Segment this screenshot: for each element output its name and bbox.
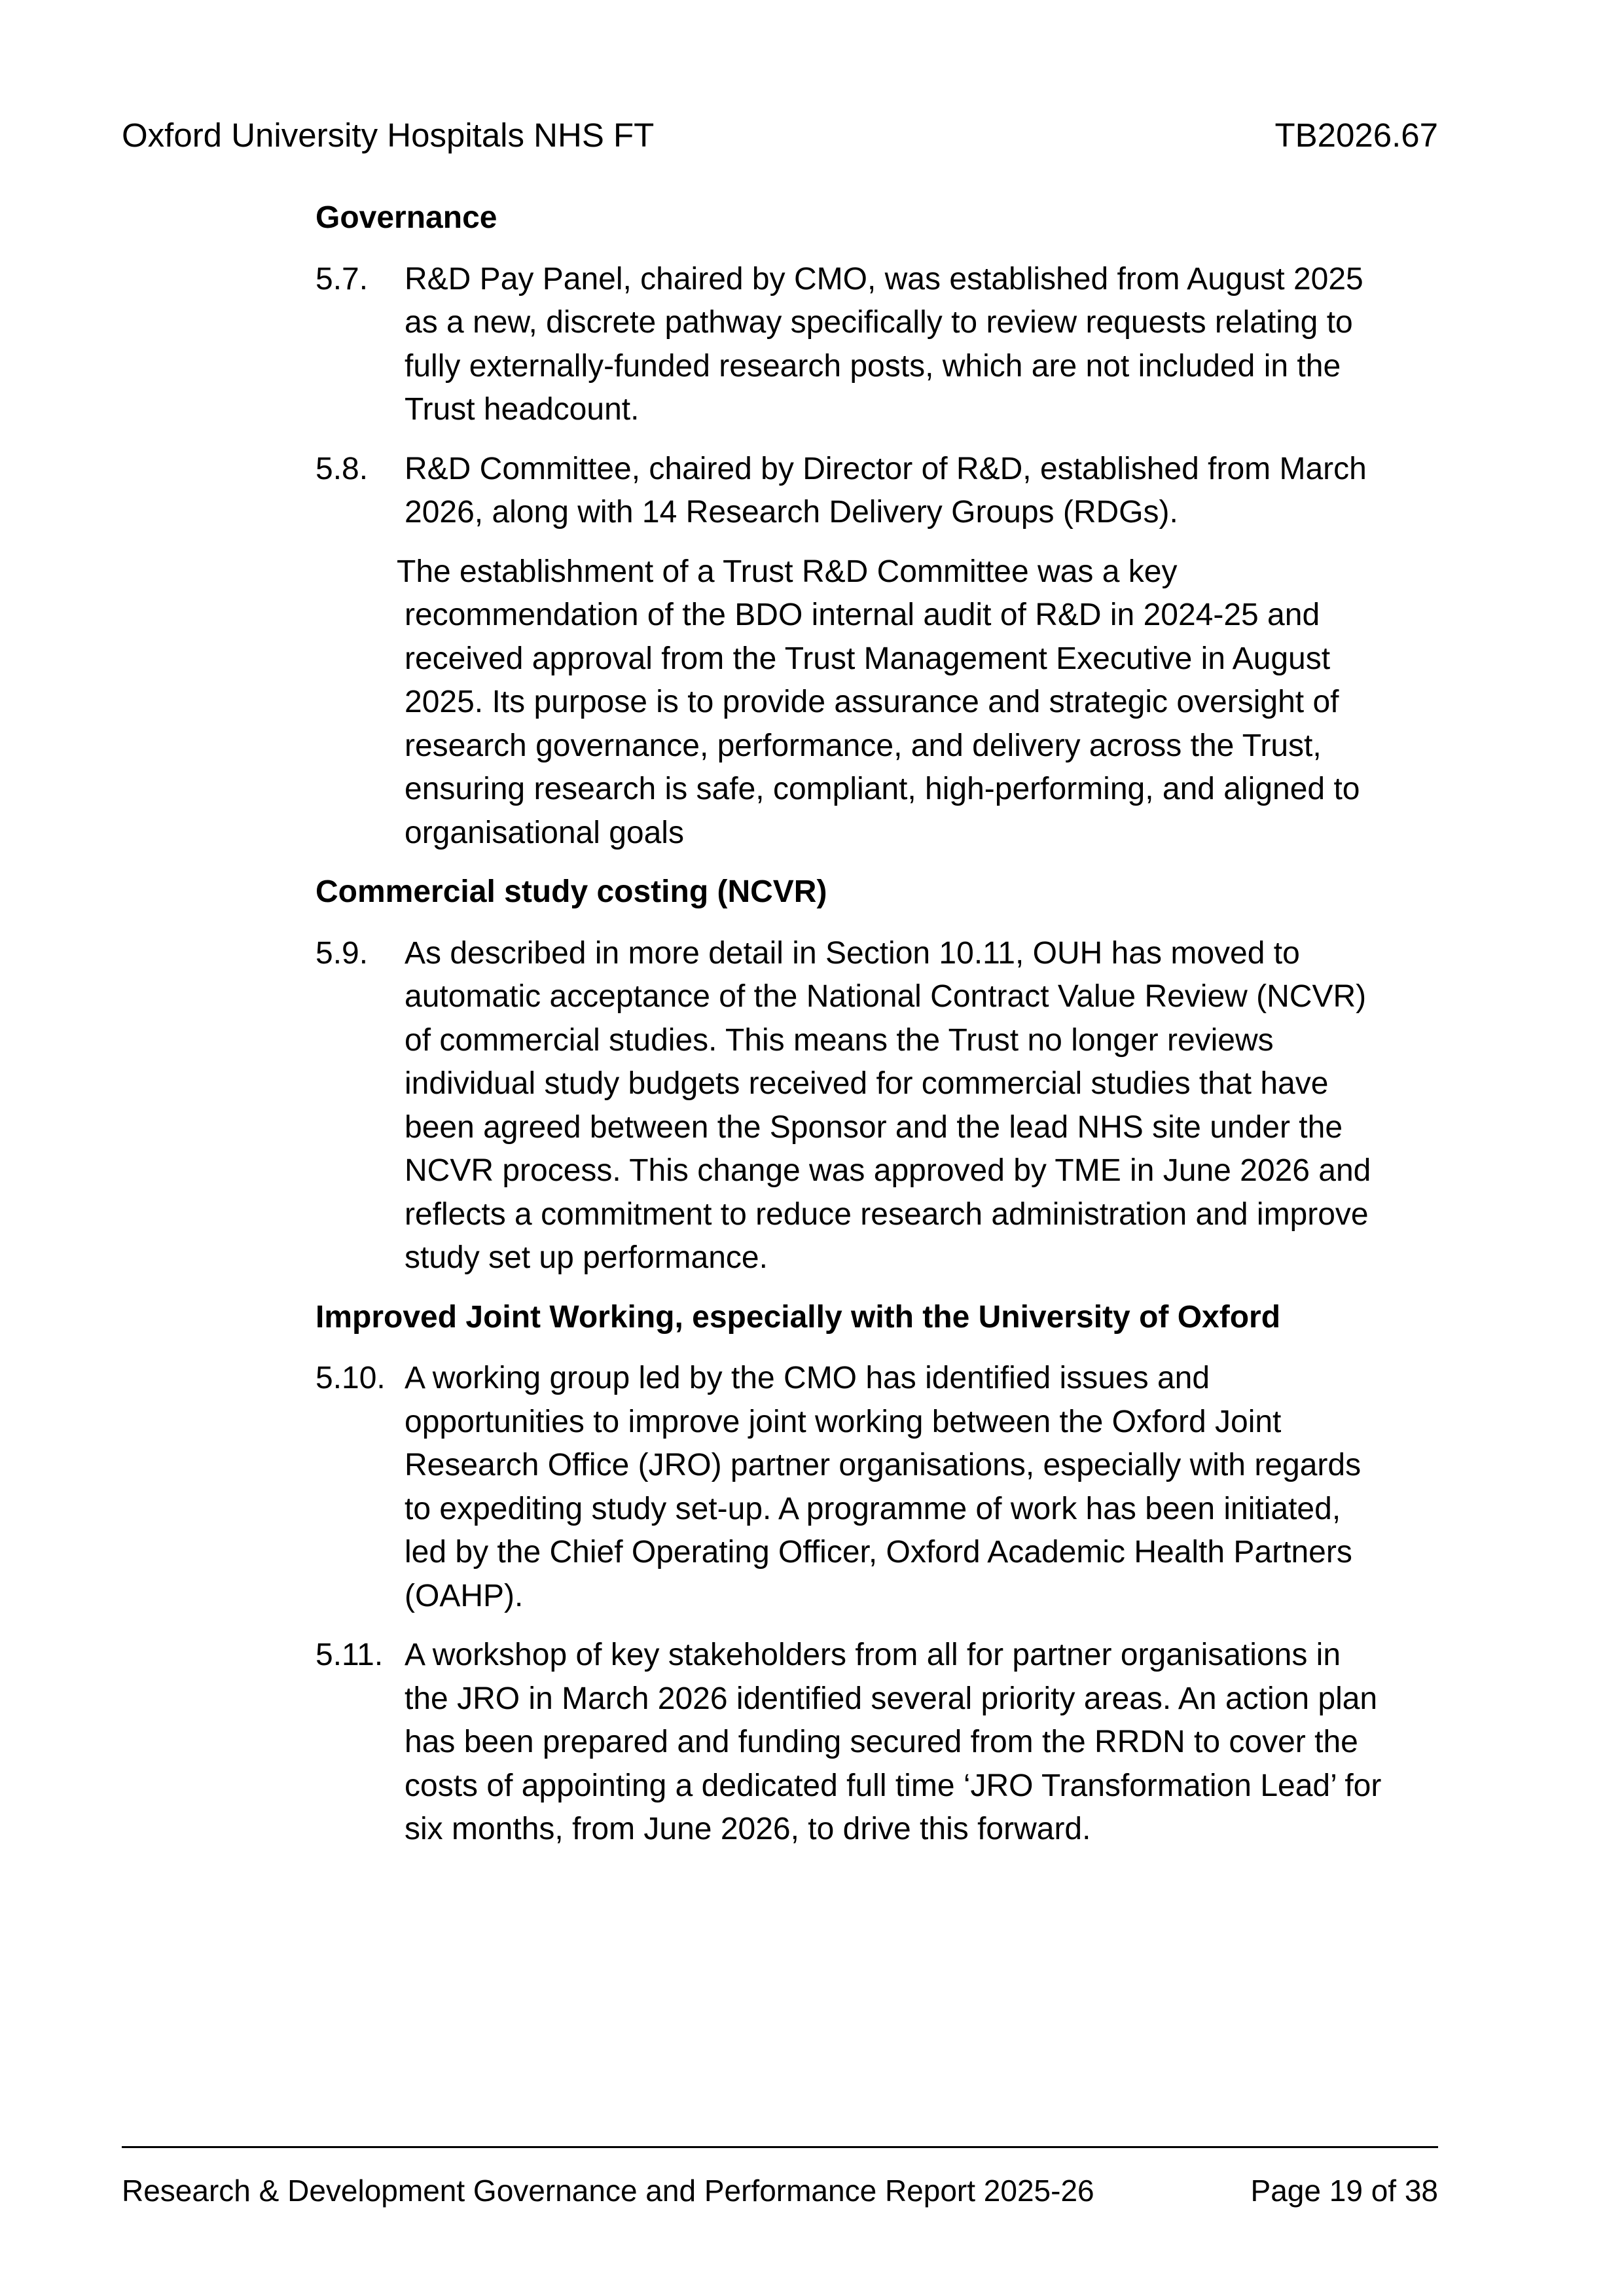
paragraph-line: ensuring research is safe, compliant, high-performing, and aligned to — [405, 772, 1360, 806]
page-header — [122, 113, 1438, 158]
paragraph-number: 5.7. — [316, 261, 369, 296]
paragraph-5-9 — [316, 932, 1468, 1280]
paragraph-line: six months, from June 2026, to drive this forward. — [405, 1812, 1091, 1846]
paragraph-5-7 — [316, 258, 1468, 432]
page-footer — [122, 2168, 1438, 2214]
paragraph-line: R&D Pay Panel, chaired by CMO, was established from August 2025 — [405, 261, 1363, 296]
paragraph-5-8 — [316, 448, 1468, 535]
paragraph-5-10 — [316, 1357, 1468, 1618]
paragraph-line: costs of appointing a dedicated full time ‘JRO Transformation Lead’ for — [405, 1768, 1382, 1803]
paragraph-line: individual study budgets received for commercial studies that have — [405, 1066, 1329, 1101]
paragraph-line: NCVR process. This change was approved by TME in June 2026 and — [405, 1153, 1371, 1188]
paragraph-number: 5.11. — [316, 1638, 384, 1672]
paragraph-line: research governance, performance, and delivery across the Trust, — [405, 728, 1322, 763]
paragraph-line: 2025. Its purpose is to provide assurance and strategic oversight of — [405, 685, 1339, 719]
paragraph-line: the JRO in March 2026 identified several priority areas. An action plan — [405, 1681, 1378, 1716]
header-organisation: Oxford University Hospitals NHS FT — [122, 117, 655, 154]
paragraph-line: reflects a commitment to reduce research administration and improve — [405, 1196, 1369, 1232]
paragraph-line: Trust headcount. — [405, 392, 640, 427]
paragraph-line: recommendation of the BDO internal audit of R&D in 2024-25 and — [405, 598, 1320, 632]
paragraph-line: A workshop of key stakeholders from all for partner organisations in — [405, 1638, 1341, 1672]
footer-divider — [122, 2146, 1438, 2148]
paragraph-line: has been prepared and funding secured from the RRDN to cover the — [405, 1725, 1358, 1759]
paragraph-5-8-continuation — [316, 550, 1468, 855]
footer-report-title: Research & Development Governance and Performance Report 2025-26 — [122, 2174, 1094, 2208]
document-body — [316, 196, 1468, 1852]
paragraph-line: As described in more detail in Section 10.11, OUH has moved to — [405, 935, 1300, 971]
paragraph-number: 5.9. — [316, 935, 369, 971]
paragraph-line: received approval from the Trust Management Executive in August — [405, 641, 1331, 676]
section-heading-joint-working: Improved Joint Working, especially with the University of Oxford — [316, 1299, 1281, 1335]
paragraph-line: automatic acceptance of the National Contract Value Review (NCVR) — [405, 979, 1367, 1014]
paragraph-line: led by the Chief Operating Officer, Oxford Academic Health Partners — [405, 1535, 1352, 1570]
section-heading-governance: Governance — [316, 200, 497, 235]
section-heading-ncvr: Commercial study costing (NCVR) — [316, 874, 827, 909]
paragraph-line: fully externally-funded research posts, which are not included in the — [405, 348, 1341, 384]
paragraph-line: Research Office (JRO) partner organisations, especially with regards — [405, 1448, 1362, 1482]
paragraph-line: The establishment of a Trust R&D Committee was a key — [397, 554, 1178, 589]
paragraph-line: of commercial studies. This means the Trust no longer reviews — [405, 1022, 1274, 1058]
paragraph-line: to expediting study set-up. A programme of work has been initiated, — [405, 1491, 1341, 1526]
paragraph-line: organisational goals — [405, 815, 684, 850]
paragraph-line: opportunities to improve joint working between the Oxford Joint — [405, 1404, 1282, 1439]
paragraph-5-11 — [316, 1634, 1468, 1852]
header-reference: TB2026.67 — [1274, 117, 1438, 154]
paragraph-line: as a new, discrete pathway specifically to review requests relating to — [405, 305, 1353, 340]
paragraph-number: 5.8. — [316, 451, 369, 486]
paragraph-number: 5.10. — [316, 1361, 386, 1395]
paragraph-line: study set up performance. — [405, 1240, 768, 1275]
paragraph-line: (OAHP). — [405, 1578, 524, 1613]
paragraph-line: 2026, along with 14 Research Delivery Groups (RDGs). — [405, 495, 1178, 529]
paragraph-line: A working group led by the CMO has identified issues and — [405, 1361, 1210, 1395]
paragraph-line: been agreed between the Sponsor and the lead NHS site under the — [405, 1109, 1343, 1145]
paragraph-line: R&D Committee, chaired by Director of R&D, established from March — [405, 451, 1367, 486]
footer-page-number: Page 19 of 38 — [1250, 2174, 1438, 2208]
